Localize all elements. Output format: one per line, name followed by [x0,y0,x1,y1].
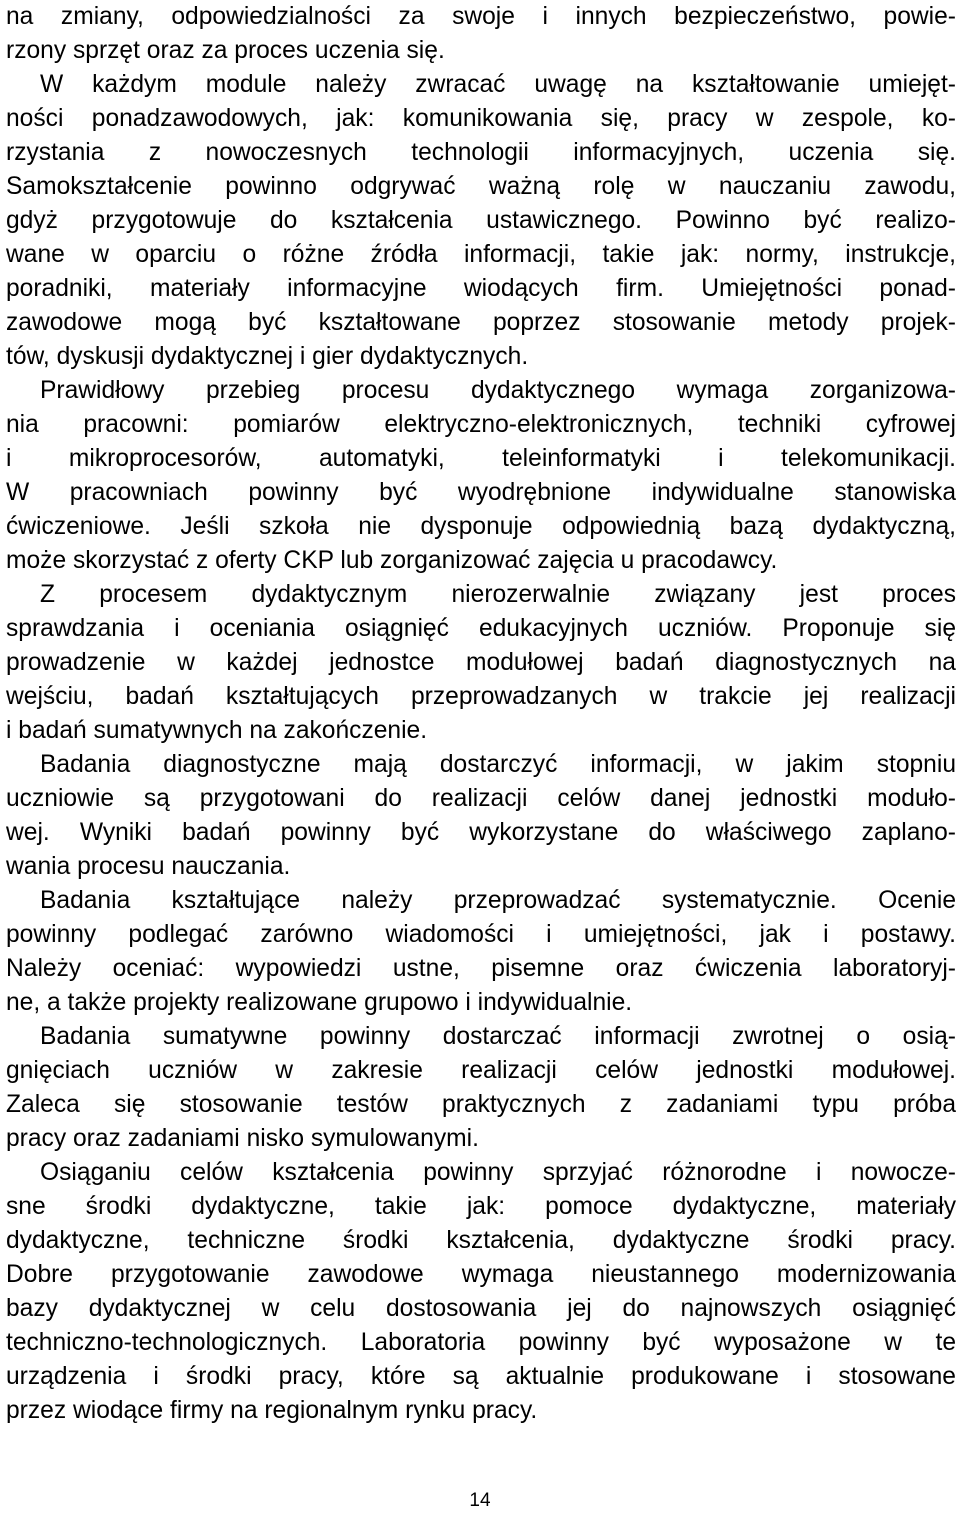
text-line: ćwiczeniowe. Jeśli szkoła nie dysponuje odpowiednią bazą dydaktyczną, [6,513,956,540]
text-line: Badania sumatywne powinny dostarczać informacji zwrotnej o osią- [40,1023,956,1050]
text-line: nia pracowni: pomiarów elektryczno-elektronicznych, techniki cyfrowej [6,411,956,438]
text-line: gnięciach uczniów w zakresie realizacji celów jednostki modułowej. [6,1057,956,1084]
text-line: powinny podlegać zarówno wiadomości i umiejętności, jak i postawy. [6,921,956,948]
text-line: urządzenia i środki pracy, które są aktualnie produkowane i stosowane [6,1363,956,1390]
text-line: sne środki dydaktyczne, takie jak: pomoce dydaktyczne, materiały [6,1193,956,1220]
text-line: zawodowe mogą być kształtowane poprzez stosowanie metody projek- [6,309,956,336]
text-line: pracy oraz zadaniami nisko symulowanymi. [6,1125,479,1152]
text-line: ne, a także projekty realizowane grupowo i indywidualnie. [6,989,633,1016]
text-line: W każdym module należy zwracać uwagę na kształtowanie umiejęt- [40,71,956,98]
text-line: Należy oceniać: wypowiedzi ustne, pisemne oraz ćwiczenia laboratoryj- [6,955,956,982]
text-line: wania procesu nauczania. [6,853,291,880]
text-line: ności ponadzawodowych, jak: komunikowania się, pracy w zespole, ko- [6,105,956,132]
text-line: przez wiodące firmy na regionalnym rynku pracy. [6,1397,538,1424]
text-line: Prawidłowy przebieg procesu dydaktycznego wymaga zorganizowa- [40,377,956,404]
text-line: techniczno-technologicznych. Laboratoria powinny być wyposażone w te [6,1329,956,1356]
text-line: gdyż przygotowuje do kształcenia ustawicznego. Powinno być realizo- [6,207,956,234]
text-line: Samokształcenie powinno odgrywać ważną rolę w nauczaniu zawodu, [6,173,956,200]
text-line: tów, dyskusji dydaktycznej i gier dydaktycznych. [6,343,529,370]
text-line: prowadzenie w każdej jednostce modułowej badań diagnostycznych na [6,649,956,676]
text-line: rzony sprzęt oraz za proces uczenia się. [6,37,445,64]
text-line: Badania kształtujące należy przeprowadzać systematycznie. Ocenie [40,887,956,914]
text-line: W pracowniach powinny być wyodrębnione indywidualne stanowiska [6,479,956,506]
text-line: rzystania z nowoczesnych technologii informacyjnych, uczenia się. [6,139,956,166]
text-line: Dobre przygotowanie zawodowe wymaga nieustannego modernizowania [6,1261,956,1288]
text-line: wej. Wyniki badań powinny być wykorzystane do właściwego zaplano- [6,819,956,846]
text-line: Badania diagnostyczne mają dostarczyć informacji, w jakim stopniu [40,751,956,778]
text-line: wane w oparciu o różne źródła informacji, takie jak: normy, instrukcje, [6,241,956,268]
page-number: 14 [469,1490,491,1511]
text-line: poradniki, materiały informacyjne wiodących firm. Umiejętności ponad- [6,275,956,302]
text-line: może skorzystać z oferty CKP lub zorganizować zajęcia u pracodawcy. [6,547,778,574]
text-line: Osiąganiu celów kształcenia powinny sprzyjać różnorodne i nowocze- [40,1159,956,1186]
text-line: dydaktyczne, techniczne środki kształcenia, dydaktyczne środki pracy. [6,1227,956,1254]
document-page [6,0,956,1428]
text-line: i badań sumatywnych na zakończenie. [6,717,428,744]
text-line: i mikroprocesorów, automatyki, teleinformatyki i telekomunikacji. [6,445,956,472]
text-line: Z procesem dydaktycznym nierozerwalnie związany jest proces [40,581,956,608]
text-line: sprawdzania i oceniania osiągnięć edukacyjnych uczniów. Proponuje się [6,615,956,642]
text-line: Zaleca się stosowanie testów praktycznych z zadaniami typu próba [6,1091,956,1118]
text-line: na zmiany, odpowiedzialności za swoje i innych bezpieczeństwo, powie- [6,3,956,30]
text-line: wejściu, badań kształtujących przeprowadzanych w trakcie jej realizacji [6,683,956,710]
text-line: bazy dydaktycznej w celu dostosowania jej do najnowszych osiągnięć [6,1295,956,1322]
text-line: uczniowie są przygotowani do realizacji celów danej jednostki moduło- [6,785,956,812]
body-text [6,0,956,1428]
